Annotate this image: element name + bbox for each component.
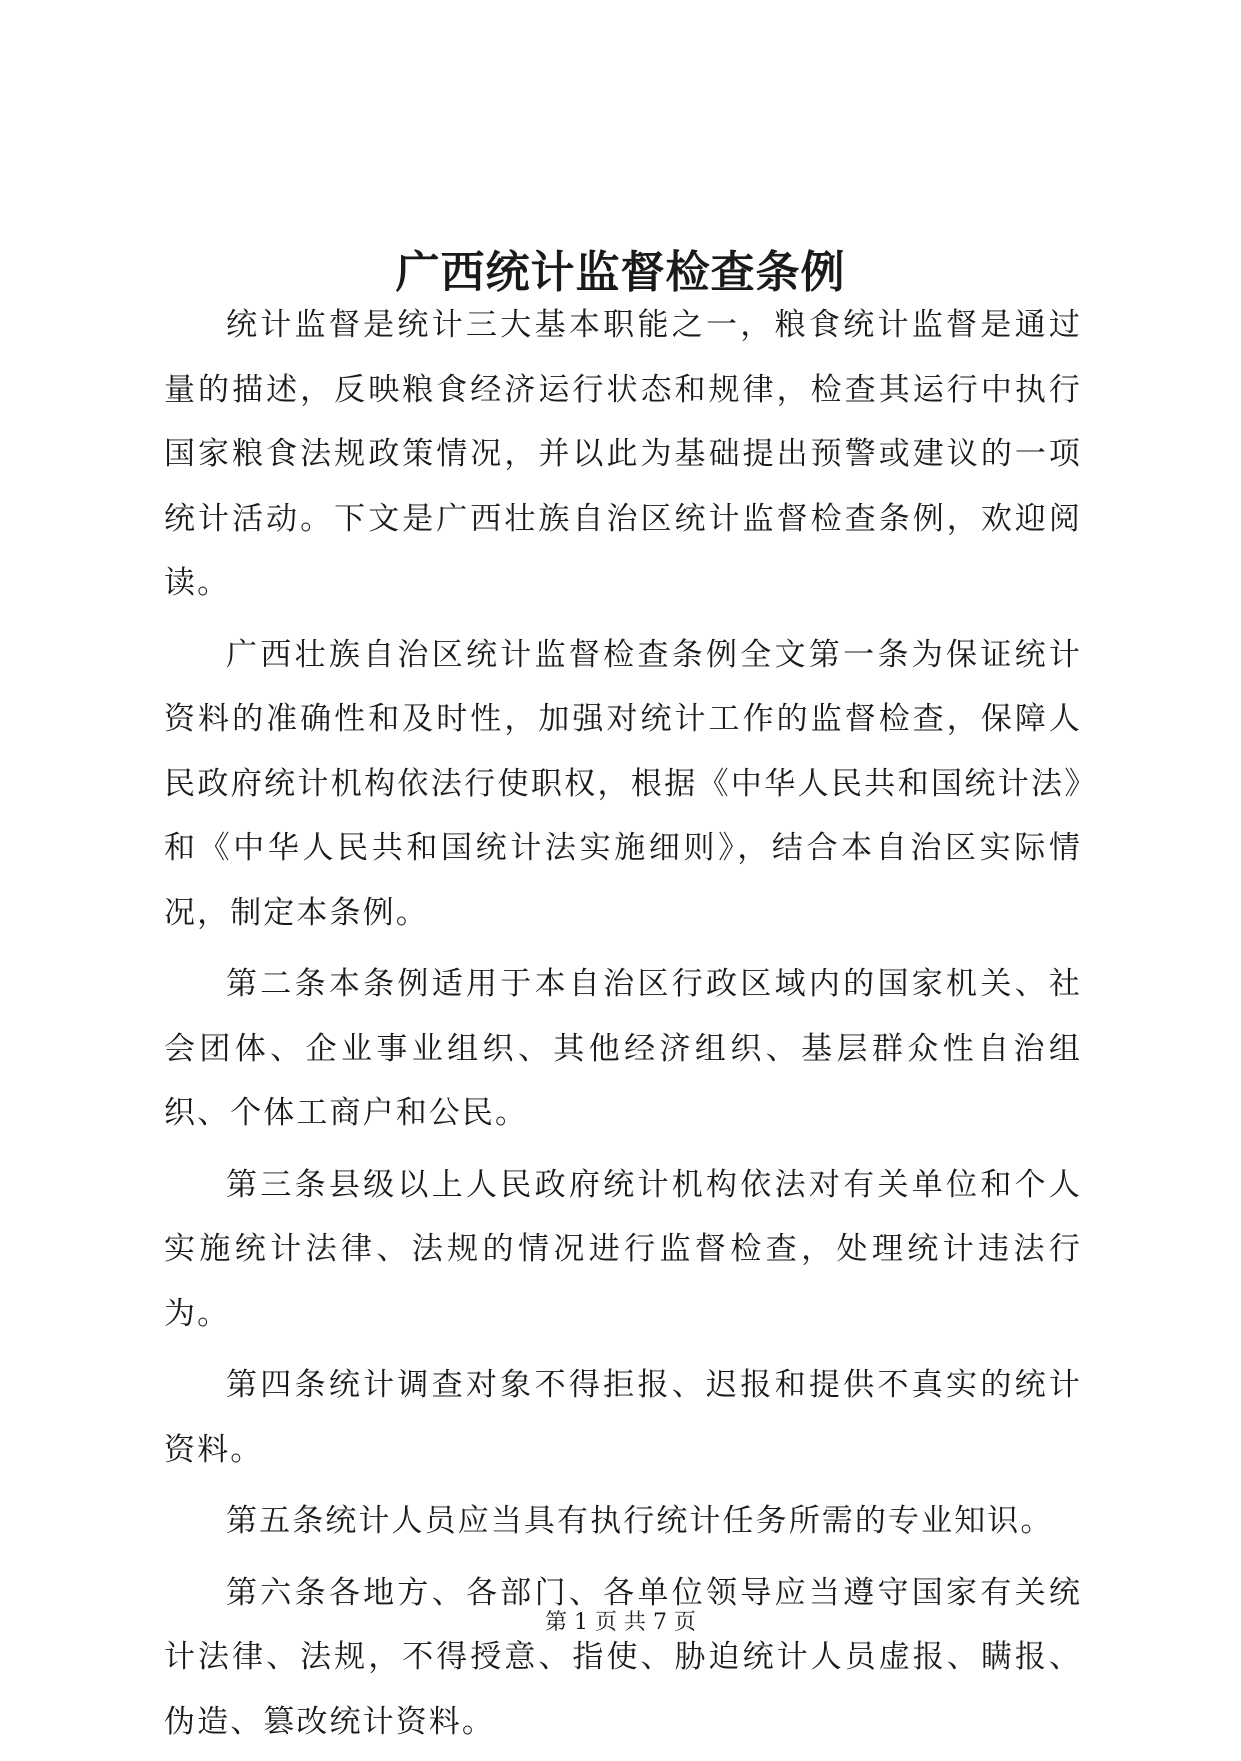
document-title: 广西统计监督检查条例 [395,247,846,299]
paragraph-article-3: 第三条县级以上人民政府统计机构依法对有关单位和个人实施统计法律、法规的情况进行监督检查，处理统计违法行为。 [164,1166,1082,1332]
paragraph-article-5: 第五条统计人员应当具有执行统计任务所需的专业知识。 [226,1503,1054,1539]
page-number-footer: 第 1 页 共 7 页 [545,1610,696,1635]
document-body [164,293,1082,1761]
paragraph-article-2: 第二条本条例适用于本自治区行政区域内的国家机关、社会团体、企业事业组织、其他经济组织、基层群众性自治组织、个体工商户和公民。 [164,966,1082,1131]
paragraph-article-4: 第四条统计调查对象不得拒报、迟报和提供不真实的统计资料。 [164,1367,1082,1468]
paragraph-article-6: 第六条各地方、各部门、各单位领导应当遵守国家有关统计法律、法规，不得授意、指使、胁迫统计人员虚报、瞒报、伪造、篡改统计资料。 [164,1574,1082,1740]
paragraph-article-1: 广西壮族自治区统计监督检查条例全文第一条为保证统计资料的准确性和及时性，加强对统计工作的监督检查，保障人民政府统计机构依法行使职权，根据《中华人民共和国统计法》和《中华人民共和国统计法实施细则》，结合本自治区实际情况，制定本条例。 [164,636,1082,931]
paragraph-intro: 统计监督是统计三大基本职能之一，粮食统计监督是通过量的描述，反映粮食经济运行状态和规律，检查其运行中执行国家粮食法规政策情况，并以此为基础提出预警或建议的一项统计活动。下文是广西壮族自治区统计监督检查条例，欢迎阅读。 [164,307,1082,601]
